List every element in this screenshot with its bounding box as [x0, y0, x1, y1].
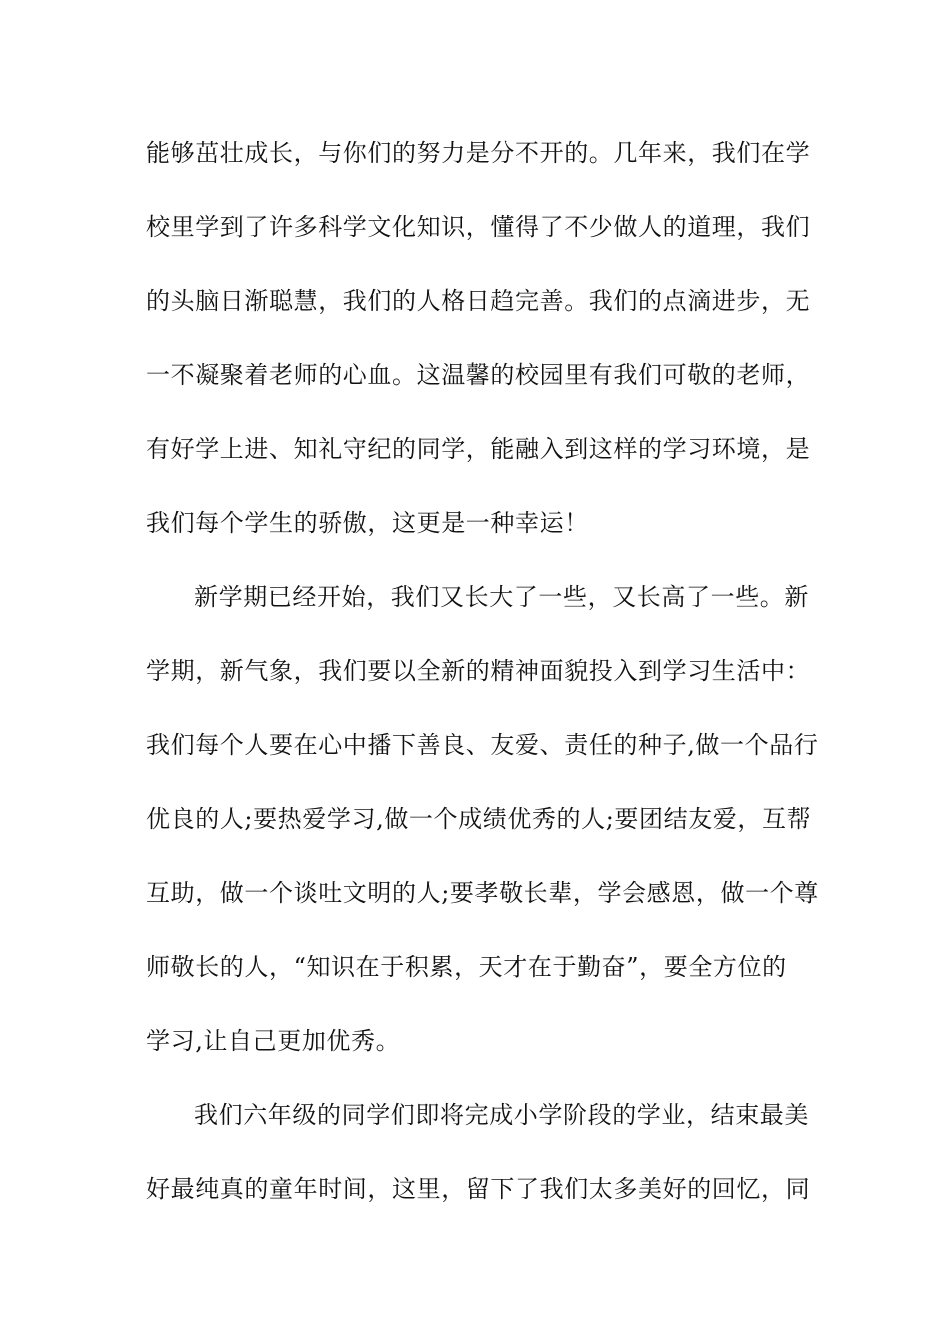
text-line: 优良的人;要热爱学习,做一个成绩优秀的人;要团结友爱，互帮: [146, 805, 812, 833]
paragraph-start-line: 我们六年级的同学们即将完成小学阶段的学业，结束最美: [194, 1101, 809, 1129]
text-line: 能够茁壮成长，与你们的努力是分不开的。几年来，我们在学: [146, 139, 811, 167]
text-line: 一不凝聚着老师的心血。这温馨的校园里有我们可敬的老师，: [146, 361, 811, 389]
text-line: 学习,让自己更加优秀。: [146, 1027, 401, 1055]
text-line: 有好学上进、知礼守纪的同学，能融入到这样的学习环境，是: [146, 435, 811, 463]
body-text: [146, 128, 819, 1238]
text-line: 我们每个学生的骄傲，这更是一种幸运！: [146, 509, 589, 537]
paragraph-start-line: 新学期已经开始，我们又长大了一些，又长高了一些。新: [194, 583, 809, 611]
text-line: 我们每个人要在心中播下善良、友爱、责任的种子,做一个品行: [146, 731, 819, 759]
text-line: 学期，新气象，我们要以全新的精神面貌投入到学习生活中：: [146, 657, 811, 685]
text-line: 的头脑日渐聪慧，我们的人格日趋完善。我们的点滴进步，无: [146, 287, 811, 315]
text-line: 校里学到了许多科学文化知识，懂得了不少做人的道理，我们: [146, 213, 811, 241]
text-line: 好最纯真的童年时间，这里，留下了我们太多美好的回忆，同: [146, 1175, 811, 1203]
text-line: 互助，做一个谈吐文明的人;要孝敬长辈，学会感恩，做一个尊: [146, 879, 819, 907]
text-line: 师敬长的人，“知识在于积累，天才在于勤奋”，要全方位的: [146, 953, 787, 981]
